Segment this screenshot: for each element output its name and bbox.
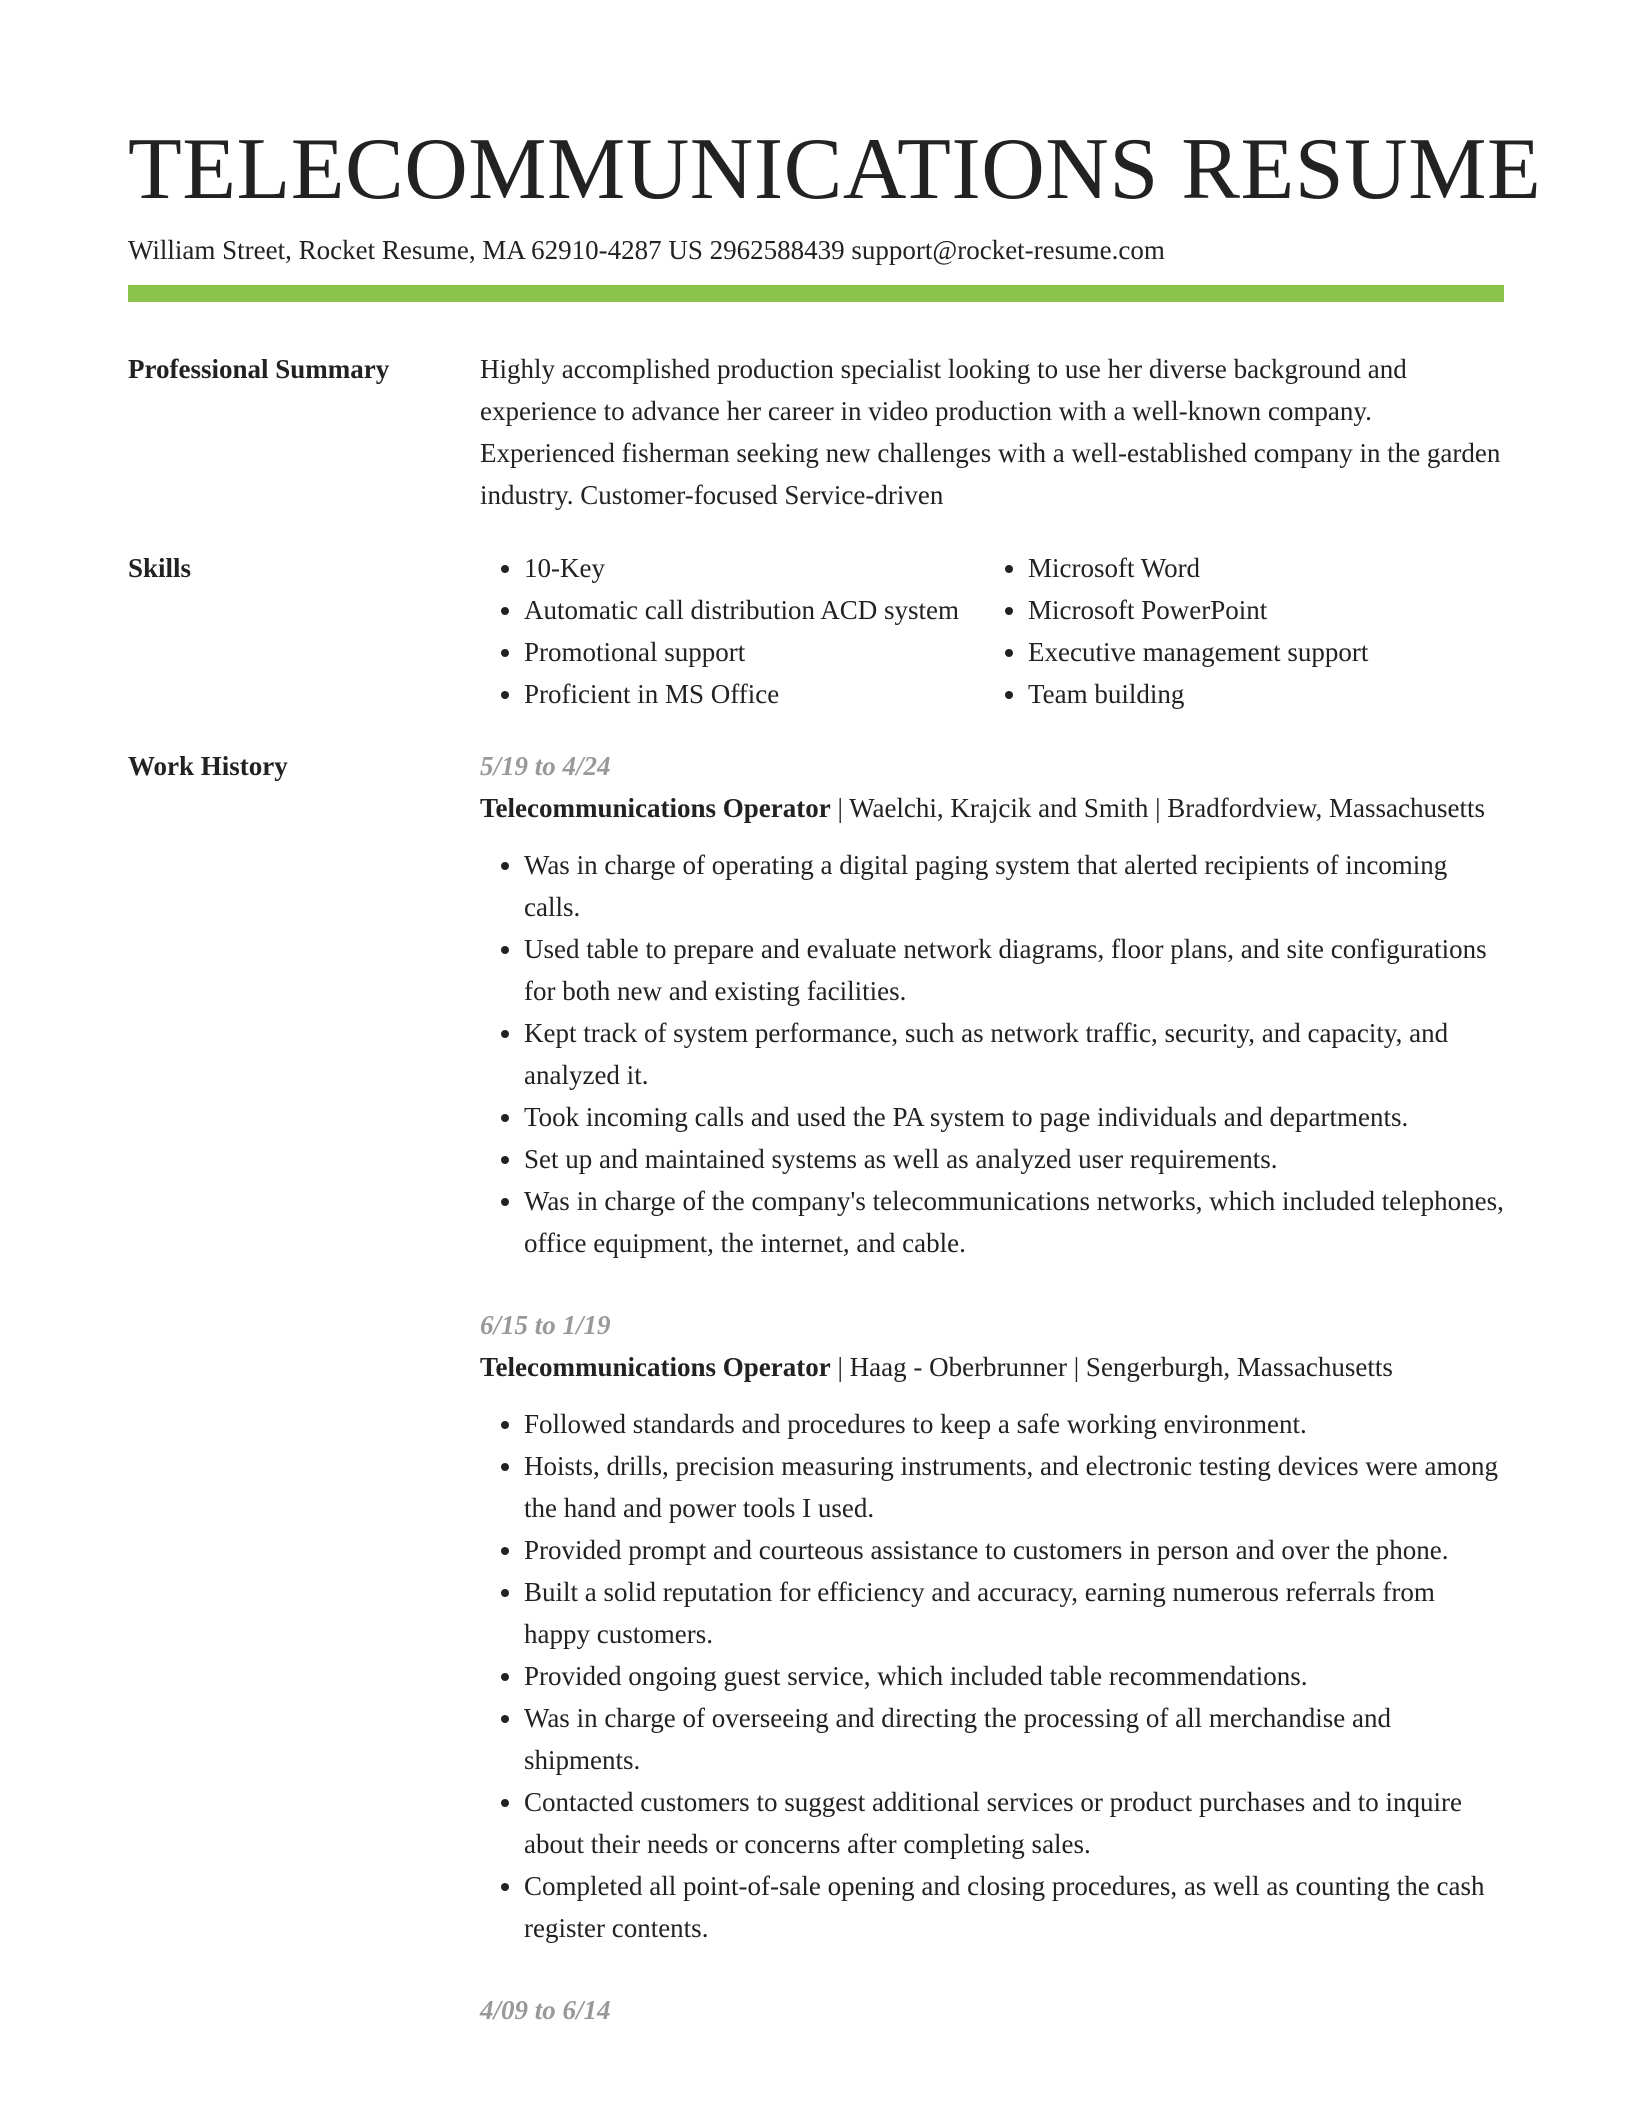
job-details: | Waelchi, Krajcik and Smith | Bradfordview, Massachusetts (830, 793, 1485, 823)
skills-body (480, 547, 1504, 715)
job-bullet: • Was in charge of overseeing and directing the processing of all merchandise and shipments. (524, 1697, 1504, 1781)
skills-list-right (984, 547, 1368, 715)
header-divider (128, 285, 1504, 302)
job-bullet: • Followed standards and procedures to keep a safe working environment. (524, 1403, 1504, 1445)
job-entry (480, 745, 1504, 1264)
skill-item: • Executive management support (1028, 631, 1368, 673)
skill-item: • Proficient in MS Office (524, 673, 984, 715)
work-label: Work History (128, 751, 288, 781)
job-bullet: • Was in charge of operating a digital paging system that alerted recipients of incoming calls. (524, 844, 1504, 928)
skills-label: Skills (128, 553, 192, 583)
job-bullet: • Was in charge of the company's telecommunications networks, which included telephones, office equipment, the internet, and cable. (524, 1180, 1504, 1264)
summary-body (480, 348, 1504, 516)
job-title: Telecommunications Operator (480, 793, 831, 823)
job-details: | Haag - Oberbrunner | Sengerburgh, Massachusetts (830, 1352, 1393, 1382)
job-bullet: • Provided prompt and courteous assistance to customers in person and over the phone. (524, 1529, 1504, 1571)
job-bullet: • Took incoming calls and used the PA system to page individuals and departments. (524, 1096, 1504, 1138)
skill-item: • Automatic call distribution ACD system (524, 589, 984, 631)
job-dates: 4/09 to 6/14 (480, 1995, 611, 2025)
job-bullet: • Set up and maintained systems as well as analyzed user requirements. (524, 1138, 1504, 1180)
skill-item: • Microsoft Word (1028, 547, 1368, 589)
job-bullet: • Used table to prepare and evaluate network diagrams, floor plans, and site configurations for both new and existing facilities. (524, 928, 1504, 1012)
skill-item: • Promotional support (524, 631, 984, 673)
job-bullet: • Completed all point-of-sale opening and closing procedures, as well as counting the cash register contents. (524, 1865, 1504, 1949)
skills-columns (480, 547, 1504, 715)
summary-text: Highly accomplished production specialist looking to use her diverse background and experience to advance her career in video production with a well-known company. Experienced fisherman seeking new challenges with a well-established company in the garden industry. Customer-focused Service-driven (480, 354, 1501, 510)
job-entry (480, 1989, 1504, 2031)
job-dates: 6/15 to 1/19 (480, 1310, 611, 1340)
job-dates: 5/19 to 4/24 (480, 751, 611, 781)
contact-line: William Street, Rocket Resume, MA 62910-4287 US 2962588439 support@rocket-resume.com (128, 235, 1165, 265)
job-bullet: • Hoists, drills, precision measuring instruments, and electronic testing devices were among the hand and power tools I used. (524, 1445, 1504, 1529)
job-bullet: • Kept track of system performance, such as network traffic, security, and capacity, and analyzed it. (524, 1012, 1504, 1096)
job-bullet-list (480, 1403, 1504, 1949)
job-heading (480, 1346, 1504, 1388)
summary-label: Professional Summary (128, 354, 390, 384)
job-bullet-list (480, 844, 1504, 1264)
job-bullet: • Provided ongoing guest service, which included table recommendations. (524, 1655, 1504, 1697)
job-bullet: • Contacted customers to suggest additional services or product purchases and to inquire about their needs or concerns after completing sales. (524, 1781, 1504, 1865)
job-heading (480, 787, 1504, 829)
job-bullet: • Built a solid reputation for efficiency and accuracy, earning numerous referrals from happy customers. (524, 1571, 1504, 1655)
resume-title: TELECOMMUNICATIONS RESUME (128, 121, 1542, 218)
work-body (480, 745, 1504, 2071)
skills-list-left (480, 547, 984, 715)
job-title: Telecommunications Operator (480, 1352, 831, 1382)
job-entry (480, 1304, 1504, 1949)
skill-item: • Microsoft PowerPoint (1028, 589, 1368, 631)
skill-item: • 10-Key (524, 547, 984, 589)
skill-item: • Team building (1028, 673, 1368, 715)
